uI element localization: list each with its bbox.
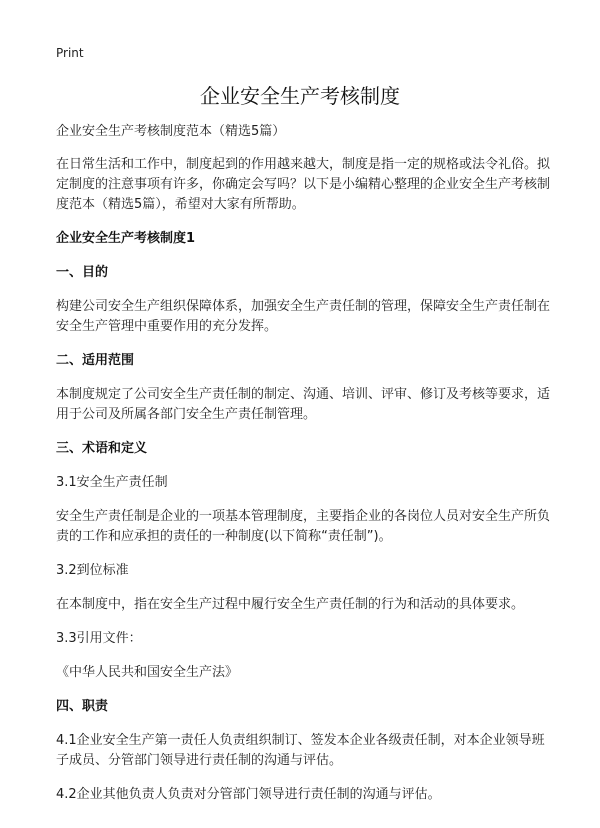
document-body bbox=[56, 122, 554, 819]
paragraph-3-2: 在本制度中，指在安全生产过程中履行安全生产责任制的行为和活动的具体要求。 bbox=[56, 597, 525, 612]
paragraph-3-3: 《中华人民共和国安全生产法》 bbox=[56, 665, 239, 680]
heading-terms: 三、术语和定义 bbox=[56, 441, 148, 456]
paragraph-4-2: 4.2企业其他负责人负责对分管部门领导进行责任制的沟通与评估。 bbox=[56, 787, 441, 802]
paragraph-3-1: 安全生产责任制是企业的一项基本管理制度，主要指企业的各岗位人员对安全生产所负责的工作和应承担的责任的一种制度(以下简称“责任制”)。 bbox=[56, 509, 551, 544]
heading-purpose: 一、目的 bbox=[56, 265, 109, 280]
subheading-3-2: 3.2到位标准 bbox=[56, 563, 129, 578]
document-title: 企业安全生产考核制度 bbox=[200, 84, 400, 108]
intro-paragraph: 在日常生活和工作中，制度起到的作用越来越大，制度是指一定的规格或法令礼俗。拟定制度的注意事项有许多，你确定会写吗？以下是小编精心整理的企业安全生产考核制度范本（精选5篇），希望对大家有所帮助。 bbox=[56, 157, 551, 212]
paragraph-purpose: 构建公司安全生产组织保障体系，加强安全生产责任制的管理，保障安全生产责任制在安全生产管理中重要作用的充分发挥。 bbox=[56, 299, 551, 334]
heading-scope: 二、适用范围 bbox=[56, 353, 135, 368]
subheading-3-3: 3.3引用文件： bbox=[56, 631, 142, 646]
paragraph-4-1: 4.1企业安全生产第一责任人负责组织制订、签发本企业各级责任制，对本企业领导班子成员、分管部门领导进行责任制的沟通与评估。 bbox=[56, 733, 545, 768]
paragraph-scope: 本制度规定了公司安全生产责任制的制定、沟通、培训、评审、修订及考核等要求，适用于公司及所属各部门安全生产责任制管理。 bbox=[56, 387, 551, 422]
subheading-3-1: 3.1安全生产责任制 bbox=[56, 475, 168, 490]
section-title: 企业安全生产考核制度1 bbox=[56, 231, 196, 246]
document-subtitle: 企业安全生产考核制度范本（精选5篇） bbox=[56, 124, 286, 139]
heading-duties: 四、职责 bbox=[56, 699, 109, 714]
print-link[interactable]: Print bbox=[56, 46, 84, 60]
